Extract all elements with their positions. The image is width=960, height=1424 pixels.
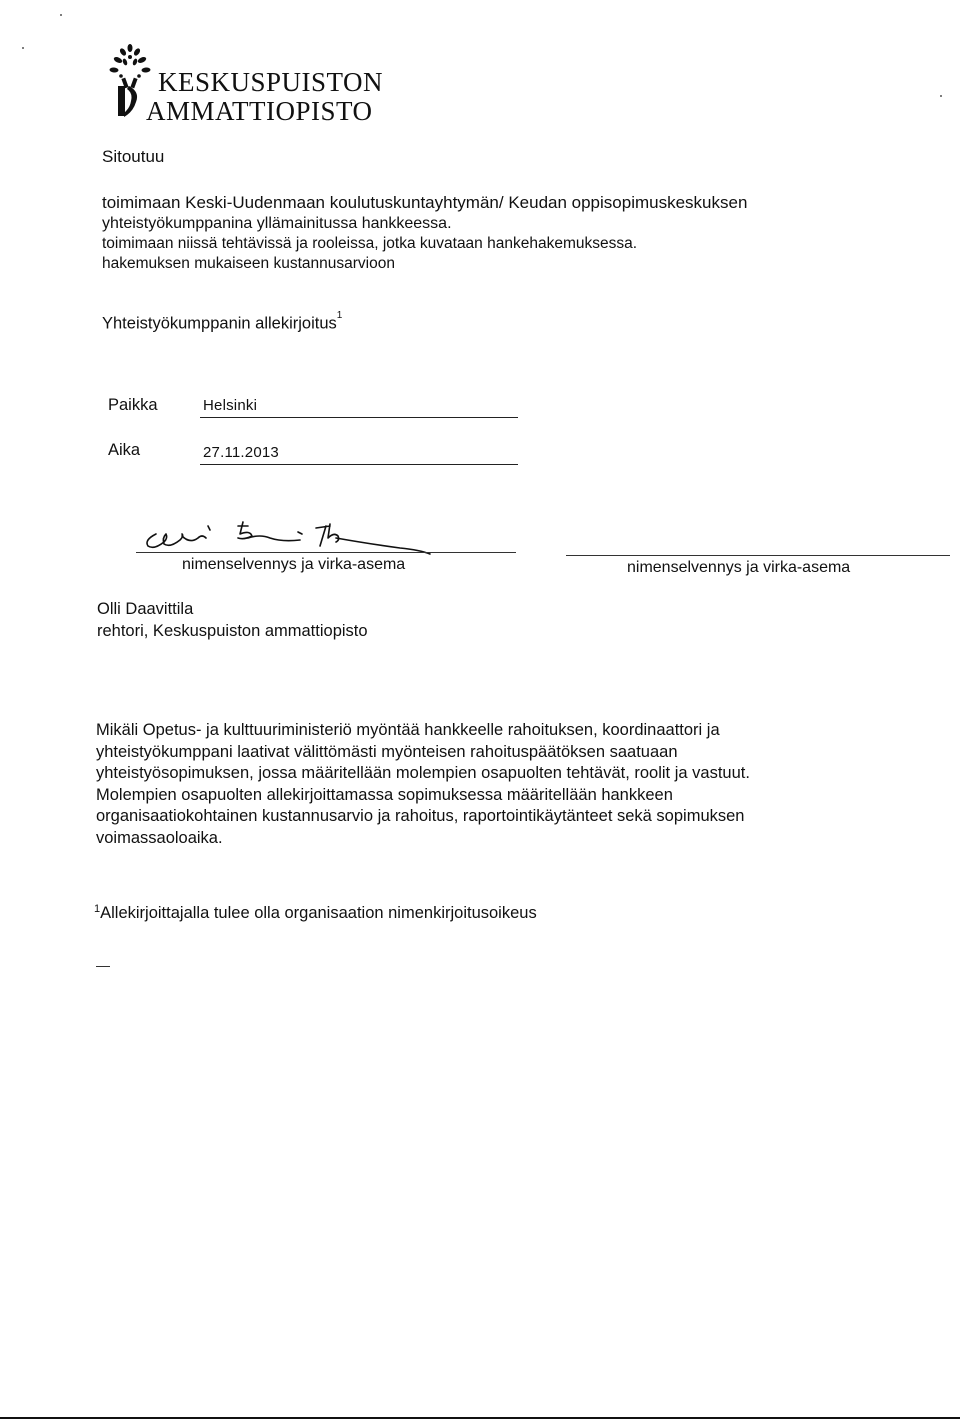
organization-name xyxy=(146,67,384,126)
place-value: Helsinki xyxy=(203,397,258,414)
page-bottom-edge xyxy=(0,1417,960,1419)
signer-name: Olli Daavittila xyxy=(97,600,194,618)
footnote-marker: 1 xyxy=(94,903,101,915)
commitment-line: toimimaan Keski-Uudenmaan koulutuskuntayhtymän/ Keudan oppisopimuskeskuksen xyxy=(102,193,748,212)
footnote xyxy=(94,904,537,923)
scan-speck xyxy=(60,14,62,16)
handwritten-signature xyxy=(140,516,520,556)
place-label: Paikka xyxy=(108,396,158,414)
commitment-heading: Sitoutuu xyxy=(102,147,165,166)
signature-line-left xyxy=(136,552,516,553)
date-label: Aika xyxy=(108,441,141,459)
date-underline xyxy=(200,464,518,465)
organization-name-line-1: KESKUSPUISTON xyxy=(158,67,384,97)
commitment-list xyxy=(102,192,922,274)
scan-speck xyxy=(940,95,942,97)
organization-name-line-2: AMMATTIOPISTO xyxy=(146,96,373,126)
signature-caption-right: nimenselvennys ja virka-asema xyxy=(627,559,851,576)
paragraph-line: yhteistyösopimuksen, jossa määritellään molempien osapuolten tehtävät, roolit ja vastuut. xyxy=(96,764,750,782)
signer-title: rehtori, Keskuspuiston ammattiopisto xyxy=(97,622,368,640)
paragraph-line: Molempien osapuolten allekirjoittamassa sopimuksessa määritellään hankkeen xyxy=(96,785,673,804)
commitment-line: hakemuksen mukaiseen kustannusarvioon xyxy=(102,255,395,272)
paragraph-line: organisaatiokohtainen kustannusarvio ja rahoitus, raportointikäytänteet sekä sopimuksen xyxy=(96,807,745,825)
footnote-reference: 1 xyxy=(336,310,343,321)
funding-paragraph xyxy=(96,720,946,849)
footnote-text: Allekirjoittajalla tulee olla organisaation nimenkirjoitusoikeus xyxy=(100,904,537,922)
footnote-dash xyxy=(96,966,110,967)
signature-caption-left: nimenselvennys ja virka-asema xyxy=(182,556,406,573)
signer-block xyxy=(97,598,368,642)
signature-heading xyxy=(102,310,343,334)
commitment-line: toimimaan niissä tehtävissä ja rooleissa, jotka kuvataan hankehakemuksessa. xyxy=(102,235,638,252)
paragraph-line: voimassaoloaika. xyxy=(96,828,223,847)
date-value: 27.11.2013 xyxy=(203,444,279,461)
commitment-line: yhteistyökumppanina yllämainitussa hankkeessa. xyxy=(102,215,452,232)
signature-heading-text: Yhteistyökumppanin allekirjoitus xyxy=(102,314,337,333)
scan-speck xyxy=(22,47,24,49)
paragraph-line: yhteistyökumppani laativat välittömästi myönteisen rahoituspäätöksen saatuaan xyxy=(96,742,678,761)
place-underline xyxy=(200,417,518,418)
signature-line-right xyxy=(566,555,950,556)
paragraph-line: Mikäli Opetus- ja kulttuuriministeriö myöntää hankkeelle rahoituksen, koordinaattori ja xyxy=(96,721,720,739)
